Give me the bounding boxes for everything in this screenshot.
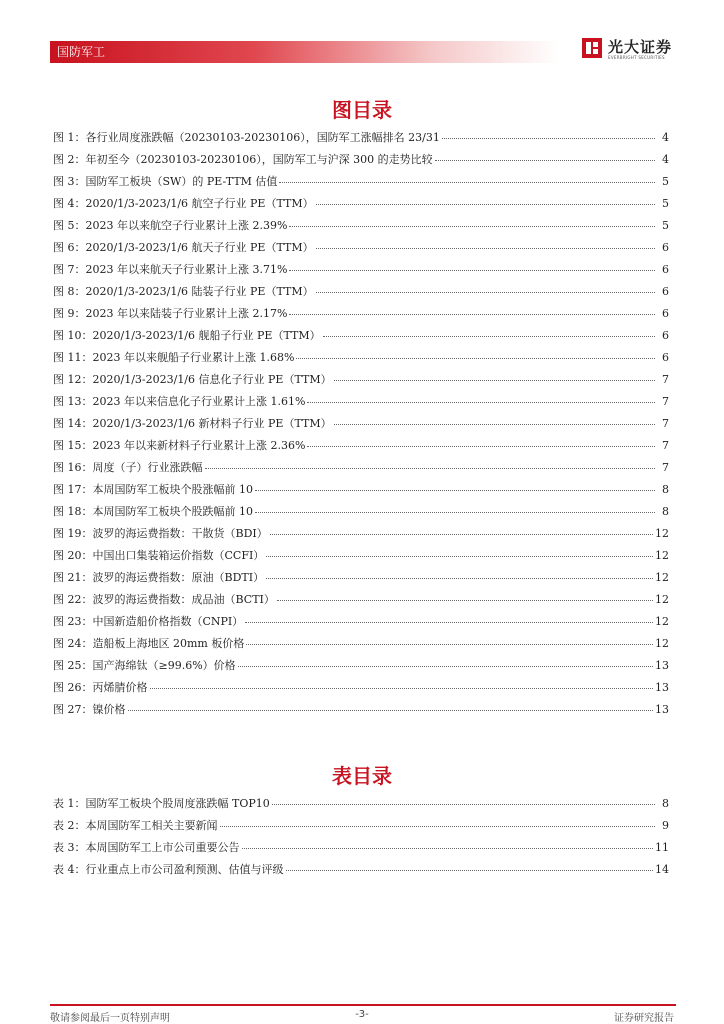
figure-entry[interactable] [53,305,669,327]
figure-entry-page: 7 [662,439,669,452]
dot-leader [307,446,655,447]
figure-entry-label: 图 12：2020/1/3-2023/1/6 信息化子行业 PE（TTM） [53,373,332,386]
figure-entry[interactable] [53,503,669,525]
figure-entry-page: 12 [655,637,669,650]
dot-leader [272,804,655,805]
figure-entry[interactable] [53,283,669,305]
figure-entry[interactable] [53,437,669,459]
figure-entry-label: 图 15：2023 年以来新材料子行业累计上涨 2.36% [53,439,306,452]
table-entry-label: 表 3：本周国防军工上市公司重要公告 [53,841,240,854]
dot-leader [128,710,654,711]
figure-entry-label: 图 24：造船板上海地区 20mm 板价格 [53,637,245,650]
dot-leader [270,534,653,535]
figure-entry-label: 图 8：2020/1/3-2023/1/6 陆装子行业 PE（TTM） [53,285,314,298]
dot-leader [289,226,655,227]
figure-entry[interactable] [53,129,669,151]
figure-entry[interactable] [53,613,669,635]
figure-entry[interactable] [53,657,669,679]
figures-heading: 图目录 [332,98,392,122]
dot-leader [316,204,655,205]
dot-leader [289,314,655,315]
brand-logo-icon [580,36,604,60]
dot-leader [150,688,654,689]
figure-entry-page: 4 [662,131,669,144]
figure-entry[interactable] [53,239,669,261]
brand-name-en: EVERBRIGHT SECURITIES [608,55,665,60]
figure-entry-page: 8 [662,505,669,518]
footer-disclaimer[interactable]: 敬请参阅最后一页特别声明 [50,1013,170,1024]
figure-entry-label: 图 25：国产海绵钛（≥99.6%）价格 [53,659,236,672]
figures-list [53,129,669,723]
footer-doc-type: 证券研究报告 [614,1013,674,1024]
figure-entry-page: 6 [662,285,669,298]
dot-leader [316,248,655,249]
figure-entry-page: 5 [662,175,669,188]
table-entry[interactable] [53,795,669,817]
figure-entry-label: 图 18：本周国防军工板块个股跌幅前 10 [53,505,253,518]
figure-entry[interactable] [53,701,669,723]
figure-entry[interactable] [53,415,669,437]
figure-entry[interactable] [53,151,669,173]
figure-entry-page: 12 [655,571,669,584]
brand-name: 光大证券 [608,38,673,56]
figure-entry-page: 7 [662,373,669,386]
figure-entry[interactable] [53,547,669,569]
footer-divider [50,1004,676,1006]
figure-entry[interactable] [53,393,669,415]
table-entry-label: 表 4：行业重点上市公司盈利预测、估值与评级 [53,863,284,876]
header-section-title: 国防军工 [57,45,106,59]
figure-entry-label: 图 4：2020/1/3-2023/1/6 航空子行业 PE（TTM） [53,197,314,210]
figure-entry-label: 图 5：2023 年以来航空子行业累计上涨 2.39% [53,219,288,232]
table-entry-label: 表 2：本周国防军工相关主要新闻 [53,819,218,832]
figure-entry[interactable] [53,569,669,591]
figure-entry-label: 图 13：2023 年以来信息化子行业累计上涨 1.61% [53,395,306,408]
table-entry-label: 表 1：国防军工板块个股周度涨跌幅 TOP10 [53,797,270,810]
figure-entry-label: 图 23：中国新造船价格指数（CNPI） [53,615,244,628]
figure-entry-label: 图 7：2023 年以来航天子行业累计上涨 3.71% [53,263,288,276]
figure-entry-label: 图 19：波罗的海运费指数：干散货（BDI） [53,527,268,540]
figure-entry-page: 12 [655,593,669,606]
dot-leader [245,622,653,623]
figure-entry[interactable] [53,459,669,481]
tables-heading: 表目录 [332,764,392,788]
figure-entry-label: 图 1：各行业周度涨跌幅（20230103-20230106），国防军工涨幅排名 23/31 [53,131,440,144]
figure-entry-label: 图 11：2023 年以来舰船子行业累计上涨 1.68% [53,351,295,364]
figure-entry-label: 图 21：波罗的海运费指数：原油（BDTI） [53,571,265,584]
figure-entry-page: 7 [662,395,669,408]
figure-entry-page: 7 [662,461,669,474]
dot-leader [323,336,655,337]
figure-entry-page: 6 [662,307,669,320]
dot-leader [435,160,655,161]
table-entry-page: 9 [662,819,669,832]
tables-list [53,795,669,883]
dot-leader [442,138,655,139]
figure-entry[interactable] [53,635,669,657]
figure-entry[interactable] [53,327,669,349]
dot-leader [255,512,655,513]
figure-entry-page: 6 [662,329,669,342]
dot-leader [307,402,655,403]
dot-leader [266,578,653,579]
figure-entry[interactable] [53,349,669,371]
figure-entry-page: 5 [662,219,669,232]
dot-leader [334,424,655,425]
table-entry[interactable] [53,817,669,839]
figure-entry[interactable] [53,217,669,239]
figure-entry-label: 图 3：国防军工板块（SW）的 PE-TTM 估值 [53,175,278,188]
figure-entry-page: 5 [662,197,669,210]
figure-entry-label: 图 27：镍价格 [53,703,126,716]
table-entry-page: 11 [655,841,669,854]
figure-entry-page: 8 [662,483,669,496]
figure-entry[interactable] [53,481,669,503]
table-entry-page: 8 [662,797,669,810]
figure-entry-page: 12 [655,549,669,562]
figure-entry-label: 图 16：周度（子）行业涨跌幅 [53,461,203,474]
dot-leader [277,600,653,601]
figure-entry-page: 7 [662,417,669,430]
figure-entry[interactable] [53,525,669,547]
figure-entry-label: 图 22：波罗的海运费指数：成品油（BCTI） [53,593,275,606]
figure-entry-page: 12 [655,527,669,540]
figure-entry-label: 图 6：2020/1/3-2023/1/6 航天子行业 PE（TTM） [53,241,314,254]
figure-entry-page: 13 [655,703,669,716]
dot-leader [242,848,654,849]
figure-entry-page: 4 [662,153,669,166]
figure-entry-label: 图 14：2020/1/3-2023/1/6 新材料子行业 PE（TTM） [53,417,332,430]
table-entry[interactable] [53,839,669,861]
figure-entry-page: 13 [655,681,669,694]
dot-leader [289,270,655,271]
figure-entry-label: 图 9：2023 年以来陆装子行业累计上涨 2.17% [53,307,288,320]
table-entry-page: 14 [655,863,669,876]
figure-entry-page: 13 [655,659,669,672]
dot-leader [296,358,655,359]
figure-entry-label: 图 2：年初至今（20230103-20230106），国防军工与沪深 300 的走势比较 [53,153,433,166]
figure-entry-page: 6 [662,351,669,364]
dot-leader [220,826,656,827]
dot-leader [266,556,653,557]
dot-leader [205,468,656,469]
dot-leader [334,380,655,381]
dot-leader [255,490,655,491]
dot-leader [316,292,655,293]
page-number: -3- [355,1009,369,1020]
dot-leader [246,644,653,645]
table-entry[interactable] [53,861,669,883]
dot-leader [279,182,655,183]
figure-entry[interactable] [53,591,669,613]
header-band [50,41,560,63]
figure-entry[interactable] [53,679,669,701]
brand-logo [580,36,680,66]
dot-leader [238,666,653,667]
figure-entry-label: 图 10：2020/1/3-2023/1/6 舰船子行业 PE（TTM） [53,329,321,342]
figure-entry[interactable] [53,261,669,283]
figure-entry-page: 6 [662,263,669,276]
figure-entry-label: 图 17：本周国防军工板块个股涨幅前 10 [53,483,253,496]
figure-entry-label: 图 26：丙烯腈价格 [53,681,148,694]
figure-entry[interactable] [53,371,669,393]
figure-entry-page: 6 [662,241,669,254]
figure-entry[interactable] [53,195,669,217]
figure-entry[interactable] [53,173,669,195]
figure-entry-page: 12 [655,615,669,628]
dot-leader [286,870,654,871]
figure-entry-label: 图 20：中国出口集装箱运价指数（CCFI） [53,549,265,562]
